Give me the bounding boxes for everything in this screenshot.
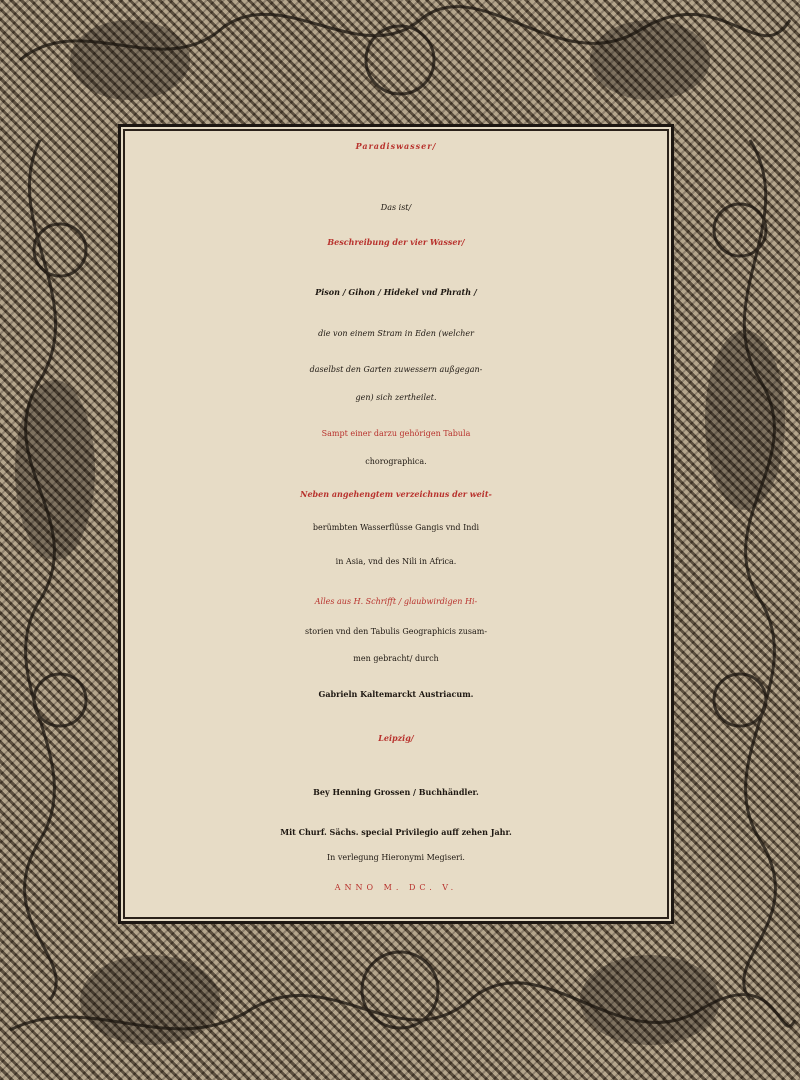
text-line-9: chorographica. <box>365 457 427 466</box>
text-panel <box>118 124 674 924</box>
text-line-11: berümbten Wasserflüsse Gangis vnd Indi <box>312 523 480 532</box>
publishing-credit: In verlegung Hieronymi Megiseri. <box>327 853 465 862</box>
publisher: Bey Henning Grossen / Buchhändler. <box>313 787 479 797</box>
subtitle-intro: Das ist/ <box>380 203 412 212</box>
place-of-printing: Leipzig/ <box>378 733 414 743</box>
text-line-13: Alles aus H. Schrifft / glaubwirdigen Hi- <box>314 597 478 606</box>
river-names: Pison / Gihon / Hidekel vnd Phrath / <box>315 287 477 297</box>
imprint-year: ANNO M. DC. V. <box>334 883 458 892</box>
text-line-5: die von einem Stram in Eden (welcher <box>318 329 474 338</box>
description-heading: Beschreibung der vier Wasser/ <box>327 237 465 247</box>
text-line-12: in Asia, vnd des Nili in Africa. <box>335 557 457 566</box>
text-line-15: men gebracht/ durch <box>353 654 439 663</box>
text-line-10: Neben angehengtem verzeichnus der weit- <box>300 489 492 499</box>
text-line-6: daselbst den Garten zuwessern außgegan- <box>309 365 483 374</box>
author-name: Gabrieln Kaltemarckt Austriacum. <box>318 689 474 699</box>
text-line-7: gen) sich zertheilet. <box>355 393 437 402</box>
text-line-14: storien vnd den Tabulis Geographicis zusam- <box>304 627 488 636</box>
text-line-8: Sampt einer darzu gehörigen Tabula <box>321 429 471 438</box>
main-title: Paradiswasser/ <box>355 141 437 151</box>
privilege: Mit Churf. Sächs. special Privilegio auff zehen Jahr. <box>280 827 512 837</box>
